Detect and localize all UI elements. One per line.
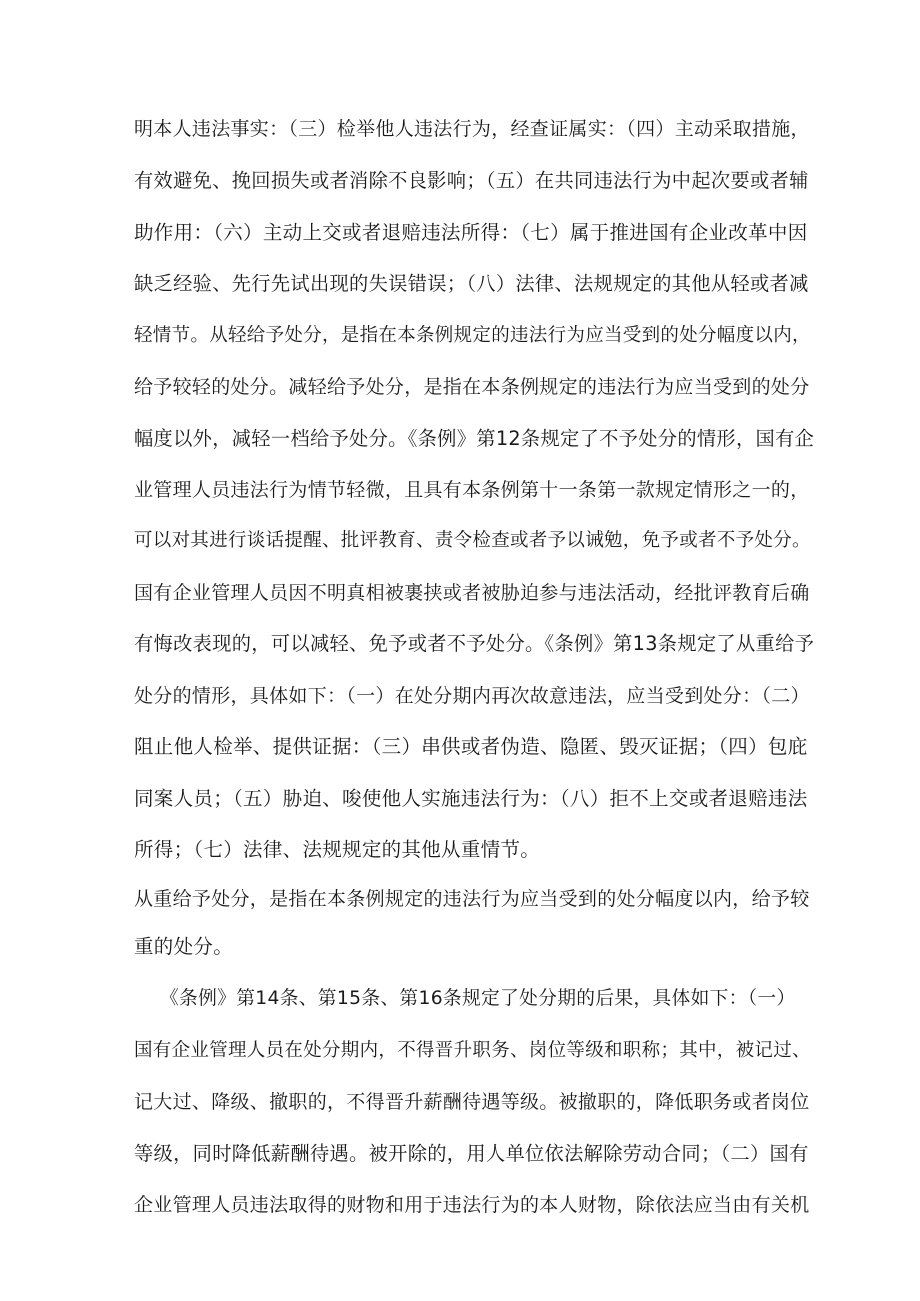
text-line: 业管理人员违法行为情节轻微，且具有本条例第十一条第一款规定情形之一的， [134, 479, 810, 501]
text-line: 阻止他人检举、提供证据：（三）串供或者伪造、隐匿、毁灭证据；（四）包庇 [134, 735, 808, 758]
text-line: 企业管理人员违法取得的财物和用于违法行为的本人财物，除依法应当由有关机 [134, 1194, 810, 1216]
text-line: 有效避免、挽回损失或者消除不良影响；（五）在共同违法行为中起次要或者辅 [134, 169, 809, 192]
paragraph-first-line: 《条例》第14条、第15条、第16条规定了处分期的后果，具体如下：（一） [160, 988, 796, 1009]
text-line: 可以对其进行谈话提醒、批评教育、责令检查或者予以诫勉，免予或者不予处分。 [134, 530, 811, 551]
text-line: 国有企业管理人员因不明真相被裹挟或者被胁迫参与违法活动，经批评教育后确 [134, 582, 810, 604]
text-line: 从重给予处分，是指在本条例规定的违法行为应当受到的处分幅度以内，给予较 [134, 888, 810, 910]
text-line: 幅度以外，减轻一档给予处分。《条例》第12条规定了不予处分的情形，国有企 [134, 427, 815, 450]
text-line: 记大过、降级、撤职的，不得晋升薪酬待遇等级。被撤职的，降低职务或者岗位 [134, 1091, 810, 1113]
text-line: 所得；（七）法律、法规规定的其他从重情节。 [134, 838, 541, 861]
text-line: 轻情节。从轻给予处分，是指在本条例规定的违法行为应当受到的处分幅度以内， [134, 325, 811, 346]
text-line: 给予较轻的处分。减轻给予处分，是指在本条例规定的违法行为应当受到的处分 [134, 376, 810, 398]
text-line: 等级，同时降低薪酬待遇。被开除的，用人单位依法解除劳动合同；（二）国有 [134, 1142, 809, 1165]
text-line: 处分的情形，具体如下：（一）在处分期内再次故意违法，应当受到处分：（二） [134, 685, 810, 707]
text-line: 国有企业管理人员在处分期内，不得晋升职务、岗位等级和职称；其中，被记过、 [134, 1040, 811, 1061]
text-line: 明本人违法事实：（三）检举他人违法行为，经查证属实：（四）主动采取措施， [134, 118, 810, 140]
text-line: 重的处分。 [134, 935, 234, 958]
text-line: 缺乏经验、先行先试出现的失误错误；（八）法律、法规规定的其他从轻或者减 [134, 272, 809, 295]
text-line: 助作用：（六）主动上交或者退赔违法所得：（七）属于推进国有企业改革中因 [134, 221, 808, 244]
text-line: 有悔改表现的，可以减轻、免予或者不予处分。《条例》第13条规定了从重给予 [134, 632, 815, 655]
text-line: 同案人员；（五）胁迫、唆使他人实施违法行为：（八）拒不上交或者退赔违法 [134, 787, 808, 810]
